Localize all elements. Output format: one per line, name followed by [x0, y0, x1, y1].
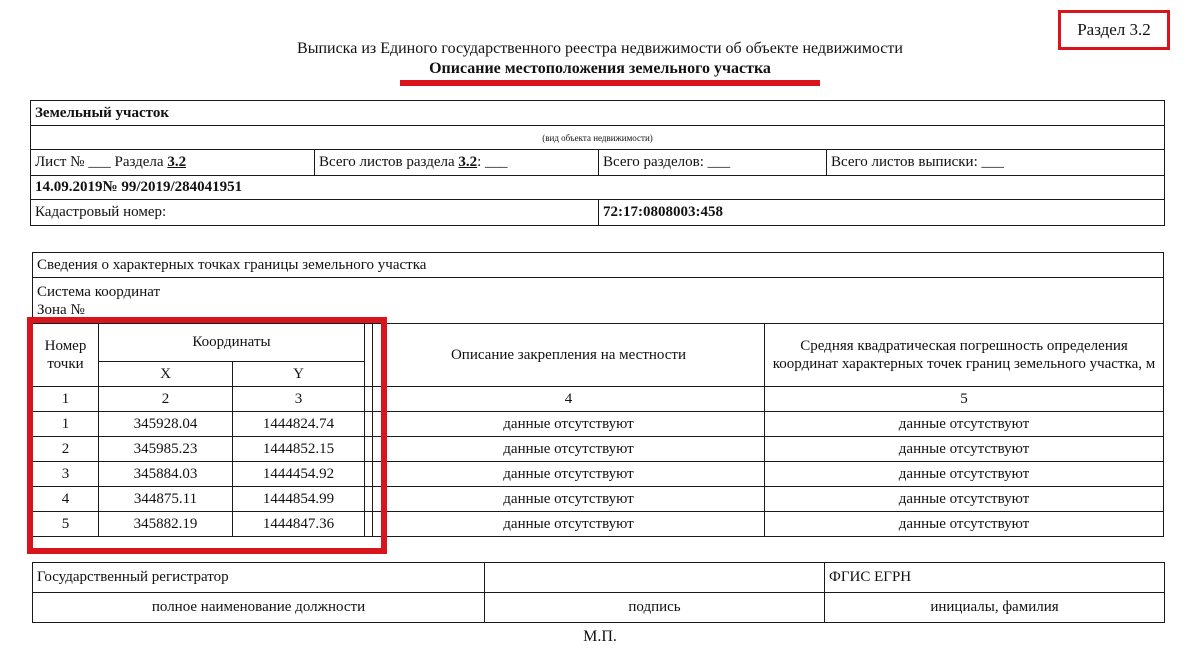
total-sheets-label: Всего листов раздела [319, 154, 455, 170]
point-x: 345882.19 [99, 512, 233, 537]
section-badge: Раздел 3.2 [1058, 10, 1170, 50]
point-fixing: данные отсутствуют [373, 412, 765, 437]
col-number-1: 1 [33, 387, 99, 412]
col-point-number: Номер точки [33, 324, 99, 387]
col-fixing-description: Описание закрепления на местности [373, 324, 765, 387]
point-y: 1444854.99 [233, 487, 365, 512]
point-number: 4 [33, 487, 99, 512]
col-number-3: 3 [233, 387, 365, 412]
col-coordinates: Координаты [99, 324, 365, 362]
col-error-description: Средняя квадратическая погрешность определения координат характерных точек границ земельного участка, м [765, 324, 1164, 387]
position-caption: полное наименование должности [33, 593, 485, 623]
point-y: 1444847.36 [233, 512, 365, 537]
spacer-cell [365, 437, 373, 462]
coordinate-system-cell [33, 278, 1164, 324]
col-x: X [99, 362, 233, 387]
point-error: данные отсутствуют [765, 412, 1164, 437]
total-sheets-cell [315, 150, 599, 176]
object-info-table [30, 100, 1165, 226]
table-row [33, 512, 1164, 537]
point-x: 345928.04 [99, 412, 233, 437]
col-number-2: 2 [99, 387, 233, 412]
spacer-cell [365, 412, 373, 437]
table-row [33, 487, 1164, 512]
point-number: 1 [33, 412, 99, 437]
document-subtitle: Описание местоположения земельного участка [429, 60, 771, 77]
signature-caption: подпись [485, 593, 825, 623]
point-x: 345985.23 [99, 437, 233, 462]
date-registry-number: 14.09.2019№ 99/2019/284041951 [31, 176, 1165, 200]
point-error: данные отсутствуют [765, 462, 1164, 487]
col-y: Y [233, 362, 365, 387]
cadastral-number: 72:17:0808003:458 [599, 200, 1165, 226]
point-number: 2 [33, 437, 99, 462]
table-row [33, 437, 1164, 462]
point-y: 1444454.92 [233, 462, 365, 487]
point-error: данные отсутствуют [765, 512, 1164, 537]
total-sections: Всего разделов: ___ [599, 150, 827, 176]
sheet-label: Лист № ___ Раздела [35, 154, 164, 170]
point-fixing: данные отсутствуют [373, 437, 765, 462]
zone-label: Зона № [37, 301, 85, 318]
spacer-cell [365, 512, 373, 537]
object-type-caption: (вид объекта недвижимости) [31, 126, 1165, 150]
spacer-cell [365, 387, 373, 412]
total-sheets-section: 3.2 [458, 154, 478, 170]
table-row [33, 462, 1164, 487]
system-label: ФГИС ЕГРН [825, 563, 1165, 593]
col-number-5: 5 [765, 387, 1164, 412]
name-caption: инициалы, фамилия [825, 593, 1165, 623]
point-fixing: данные отсутствуют [373, 512, 765, 537]
boundary-title: Сведения о характерных точках границы земельного участка [33, 253, 1164, 278]
total-extract-sheets: Всего листов выписки: ___ [827, 150, 1165, 176]
signature-table [32, 562, 1165, 623]
point-error: данные отсутствуют [765, 487, 1164, 512]
point-x: 344875.11 [99, 487, 233, 512]
document-title: Выписка из Единого государственного реестра недвижимости об объекте недвижимости [297, 40, 903, 57]
object-type: Земельный участок [31, 101, 1165, 126]
point-error: данные отсутствуют [765, 437, 1164, 462]
spacer-column [365, 324, 373, 387]
signature-blank [485, 563, 825, 593]
point-number: 3 [33, 462, 99, 487]
cadastral-label: Кадастровый номер: [31, 200, 599, 226]
point-y: 1444824.74 [233, 412, 365, 437]
spacer-cell [365, 487, 373, 512]
spacer-cell [365, 462, 373, 487]
point-x: 345884.03 [99, 462, 233, 487]
point-number: 5 [33, 512, 99, 537]
registrar-label: Государственный регистратор [33, 563, 485, 593]
boundary-points-table [32, 252, 1164, 537]
stamp-place: М.П. [583, 628, 617, 645]
sheet-number-cell [31, 150, 315, 176]
subtitle-highlight-underline [400, 80, 820, 86]
section-number: 3.2 [167, 154, 187, 170]
total-sheets-suffix: : ___ [477, 154, 508, 170]
point-y: 1444852.15 [233, 437, 365, 462]
coordinate-system-label: Система координат [37, 283, 161, 300]
point-fixing: данные отсутствуют [373, 487, 765, 512]
table-row [33, 412, 1164, 437]
point-fixing: данные отсутствуют [373, 462, 765, 487]
col-number-4: 4 [373, 387, 765, 412]
